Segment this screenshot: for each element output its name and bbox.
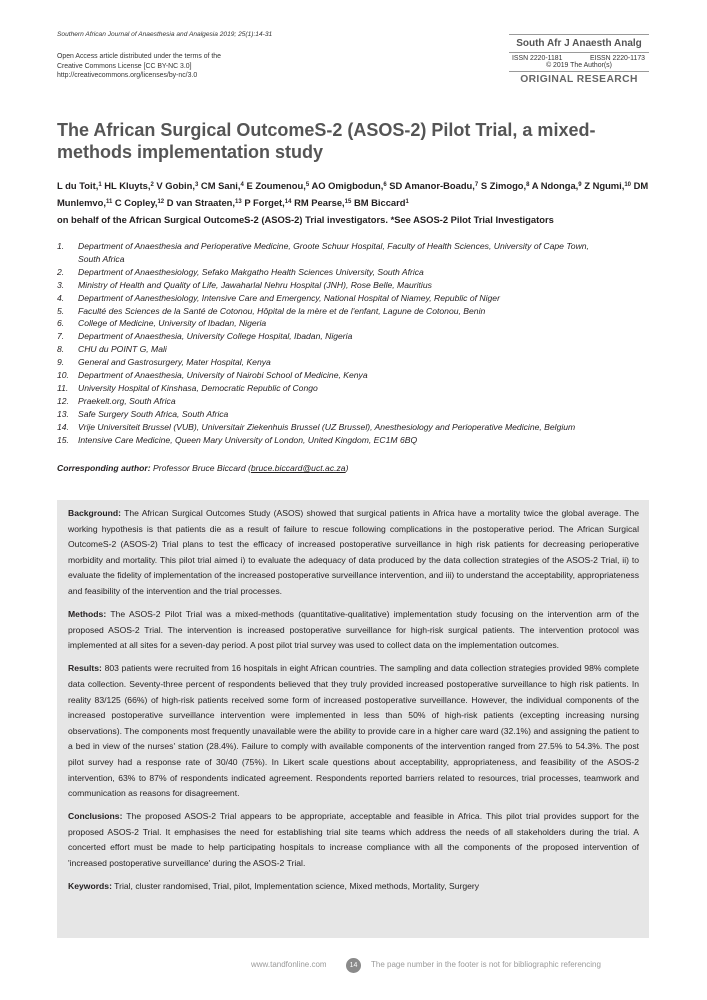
affiliation-number: 6.: [57, 318, 65, 329]
open-access-line: Open Access article distributed under the terms of the: [57, 53, 221, 60]
article-title: The African Surgical OutcomeS-2 (ASOS-2) Pilot Trial, a mixed-methods implementation study: [57, 120, 596, 162]
section-label: Background:: [68, 508, 121, 518]
affiliation-item: [57, 292, 657, 305]
license-url[interactable]: http://creativecommons.org/licenses/by-nc/3.0: [57, 72, 198, 80]
author-list: [57, 178, 657, 211]
affiliation-number: 4.: [57, 292, 65, 303]
abstract-methods: [68, 607, 639, 654]
affiliation-text: Department of Anaesthesia and Perioperative Medicine, Groote Schuur Hospital, Faculty of Health Sciences, University of Cape Town,: [78, 241, 589, 251]
affiliation-item: [57, 382, 657, 395]
abstract-background: [68, 506, 639, 600]
author-name: RM Pearse,: [294, 196, 345, 208]
open-access-notice: [57, 52, 317, 81]
corresponding-name: Professor Bruce Biccard (: [152, 463, 251, 473]
affiliation-number: 12.: [57, 395, 69, 406]
author-name: L du Toit,: [57, 180, 99, 191]
affiliation-item: [57, 421, 657, 434]
affiliation-number: 13.: [57, 408, 69, 419]
section-text: The ASOS-2 Pilot Trial was a mixed-methods (quantitative-qualitative) implementation study focusing on the intervention arm of the proposed ASOS-2 Trial. The intervention is increased postoperative surveillance for high-risk surgical patients. The intervention protocol was implemented at all sites for a seven-day period. A post pilot trial survey was used to collect data on the implementation outcomes.: [68, 609, 639, 651]
affiliation-text: Faculté des Sciences de la Santé de Cotonou, Hôpital de la mère et de l'enfant, Lagune de Cotonou, Benin: [78, 305, 486, 316]
affiliation-text: Safe Surgery South Africa, South Africa: [78, 408, 229, 419]
page-number-badge: 14: [346, 958, 361, 973]
affiliation-number: 5.: [57, 305, 65, 316]
author-name: A Ndonga,: [531, 180, 579, 191]
affiliation-number: 11.: [57, 382, 69, 393]
journal-citation: Southern African Journal of Anaesthesia and Analgesia 2019; 25(1):14-31: [57, 31, 273, 38]
author-name: P Forget,: [244, 196, 285, 208]
affiliation-item: [57, 305, 657, 318]
author-name: SD Amanor-Boadu,: [389, 180, 475, 191]
author-name: V Gobin,: [156, 180, 195, 191]
affiliation-number: 8.: [57, 344, 65, 355]
indent-spacer: [57, 253, 78, 266]
affiliation-number: 2.: [57, 266, 65, 277]
affiliation-text: General and Gastrosurgery, Mater Hospital, Kenya: [78, 357, 271, 368]
author-name: E Zoumenou,: [246, 180, 306, 191]
affiliation-text: Vrije Universiteit Brussel (VUB), Universitair Ziekenhuis Brussel (UZ Brussel), Anesthesiology and Perioperative Medicine, Belgium: [78, 421, 576, 432]
author-affiliation-ref: 12: [157, 198, 165, 205]
journal-abbreviation: South Afr J Anaesth Analg: [516, 38, 642, 49]
affiliation-text: Praekelt.org, South Africa: [78, 395, 176, 406]
corresponding-label: Corresponding author:: [57, 463, 151, 473]
affiliation-number: 10.: [57, 370, 69, 381]
affiliation-item: [57, 330, 657, 343]
affiliation-text: Ministry of Health and Quality of Life, Jawaharlal Nehru Hospital (JNH), Rose Belle, Mauritius: [78, 279, 432, 290]
affiliation-text: University Hospital of Kinshasa, Democratic Republic of Congo: [78, 382, 318, 393]
page-footer: [0, 958, 707, 974]
on-behalf-statement: on behalf of the African Surgical OutcomeS-2 (ASOS-2) Trial investigators. *See ASOS-2 Pilot Trial Investigators: [57, 214, 554, 225]
footer-url[interactable]: www.tandfonline.com: [251, 960, 327, 969]
corresponding-email-link[interactable]: bruce.biccard@uct.ac.za: [250, 463, 346, 473]
author-affiliation-ref: 1: [98, 182, 102, 188]
author-affiliation-ref: 10: [624, 182, 632, 188]
affiliation-item: [57, 266, 657, 279]
author-affiliation-ref: 4: [240, 182, 244, 188]
copyright: © 2019 The Author(s): [546, 62, 612, 69]
author-affiliation-ref: 5: [305, 182, 310, 188]
footer-note: The page number in the footer is not for bibliographic referencing: [371, 960, 601, 969]
affiliation-continuation: [57, 253, 657, 266]
author-name: HL Kluyts,: [104, 180, 151, 191]
abstract-conclusions: [68, 809, 639, 871]
section-label: Methods:: [68, 609, 107, 620]
author-affiliation-ref: 6: [383, 182, 387, 188]
affiliation-text: Department of Anaesthesia, University of Nairobi School of Medicine, Kenya: [78, 370, 368, 381]
author-name: BM Biccard: [353, 196, 406, 208]
corresponding-close: ): [345, 463, 349, 473]
affiliation-item: [57, 240, 657, 253]
section-label: Keywords:: [68, 881, 112, 892]
affiliation-number: 15.: [57, 434, 69, 445]
affiliation-item: [57, 434, 657, 447]
author-affiliation-ref: 7: [474, 182, 479, 188]
author-name: S Zimogo,: [480, 180, 527, 191]
affiliation-text: College of Medicine, University of Ibadan, Nigeria: [78, 318, 267, 329]
author-affiliation-ref: 15: [344, 198, 352, 205]
author-affiliation-ref: 14: [284, 198, 292, 205]
author-affiliation-ref: 8: [526, 182, 530, 188]
affiliation-item: [57, 408, 657, 421]
affiliation-text: South Africa: [78, 253, 125, 264]
affiliation-number: 1.: [57, 241, 65, 251]
affiliation-list: [57, 240, 657, 447]
article-type: ORIGINAL RESEARCH: [520, 74, 638, 85]
affiliation-number: 14.: [57, 421, 69, 432]
author-affiliation-ref: 1: [405, 198, 409, 205]
author-name: Z Ngumi,: [584, 180, 625, 191]
author-name: C Copley,: [114, 196, 158, 208]
author-affiliation-ref: 3: [194, 182, 199, 188]
affiliation-number: 7.: [57, 331, 65, 342]
affiliation-item: [57, 369, 657, 382]
author-affiliation-ref: 11: [105, 198, 113, 205]
issn-row: [509, 53, 649, 62]
affiliation-text: Department of Aanesthesiology, Intensive Care and Emergency, National Hospital of Niamey, Republic of Niger: [78, 292, 500, 303]
affiliation-item: [57, 317, 657, 330]
affiliation-number: 9.: [57, 357, 65, 368]
section-text: Trial, cluster randomised, Trial, pilot, Implementation science, Mixed methods, Mortality, Surgery: [114, 881, 480, 892]
affiliation-text: Intensive Care Medicine, Queen Mary University of London, United Kingdom, EC1M 6BQ: [78, 434, 418, 445]
affiliation-item: [57, 343, 657, 356]
section-text: The African Surgical Outcomes Study (ASOS) showed that surgical patients in Africa have a mortality twice the global average. The working hypothesis is that patients die as a result of failure to rescue following complications in the postoperative period. The African Surgical OutcomeS-2 (ASOS-2) Trial plans to test the efficacy of increased postoperative surveillance in high risk patients for decreasing perioperative morbidity and mortality. This pilot trial aimed i) to evaluate the adequacy of data produced by the data collection strategies of the ASOS-2 Trial, ii) to evaluate the fidelity of implementation of the increased postoperative surveillance intervention, and iii) to understand the acceptability, appropriateness and feasibility of the intervention and the trial processes.: [68, 508, 640, 596]
affiliation-item: [57, 395, 657, 408]
abstract-keywords: [68, 879, 639, 895]
section-label: Conclusions:: [68, 811, 123, 822]
affiliation-text: Department of Anaesthesiology, Sefako Makgatho Health Sciences University, South Africa: [78, 266, 424, 277]
journal-info-box: [509, 34, 649, 85]
open-access-line: Creative Commons License [CC BY-NC 3.0]: [57, 62, 192, 70]
author-name: DM Munlemvo,: [57, 180, 649, 208]
affiliation-item: [57, 279, 657, 292]
issn: ISSN 2220-1181: [512, 55, 563, 62]
author-name: CM Sani,: [200, 180, 241, 191]
affiliation-item: [57, 356, 657, 369]
affiliation-number: 3.: [57, 279, 65, 290]
author-affiliation-ref: 9: [578, 182, 582, 188]
author-name: D van Straaten,: [166, 196, 236, 208]
corresponding-author: [57, 463, 348, 473]
eissn: EISSN 2220-1173: [589, 55, 645, 62]
author-name: AO Omigbodun,: [311, 180, 384, 191]
section-text: The proposed ASOS-2 Trial appears to be appropriate, acceptable and feasible in Africa. This pilot trial provides support for the proposed ASOS-2 Trial. It emphasises the need for establishing trial site teams which address the needs of all stakeholders during the trial. A concerted effort must be made to help participating hospitals to increase compliance with all the components of the proposed intervention of 'increased postoperative surveillance' during the ASOS-2 Trial.: [68, 811, 639, 868]
author-affiliation-ref: 2: [150, 182, 154, 188]
abstract-box: [57, 500, 649, 938]
affiliation-text: CHU du POINT G, Mali: [78, 344, 167, 355]
abstract-results: [68, 661, 639, 801]
section-text: 803 patients were recruited from 16 hospitals in eight African countries. The sampling and data collection strategies provided 98% complete data collection. Seventy-three percent of respondents believed that they truly provided increased postoperative surveillance to high risk patients. In reality 83/125 (66%) of high-risk patients received some form of increased postoperative surveillance. However, the individual components of the increased postoperative surveillance intervention were implemented in less than 50% of high-risk patients (excepting increasing nursing observations). The components most frequently unavailable were the ability to provide care in a higher care ward (32.1%) and assigning the patient to a bed in view of the nurses' station (28.4%). Failure to comply with available components of the intervention ranged from 27.5% to 54.3%. The post pilot survey had a response rate of 30/40 (75%). In Likert scale questions about acceptability, appropriateness, and feasibility of the ASOS-2 intervention, 63% to 87% of respondents indicated agreement. Respondents reported barriers related to resources, trial processes, teamwork and communication as reasons for disagreement.: [68, 663, 639, 799]
section-label: Results:: [68, 663, 102, 674]
affiliation-text: Department of Anaesthesia, University College Hospital, Ibadan, Nigeria: [78, 331, 353, 342]
author-affiliation-ref: 13: [235, 198, 242, 205]
